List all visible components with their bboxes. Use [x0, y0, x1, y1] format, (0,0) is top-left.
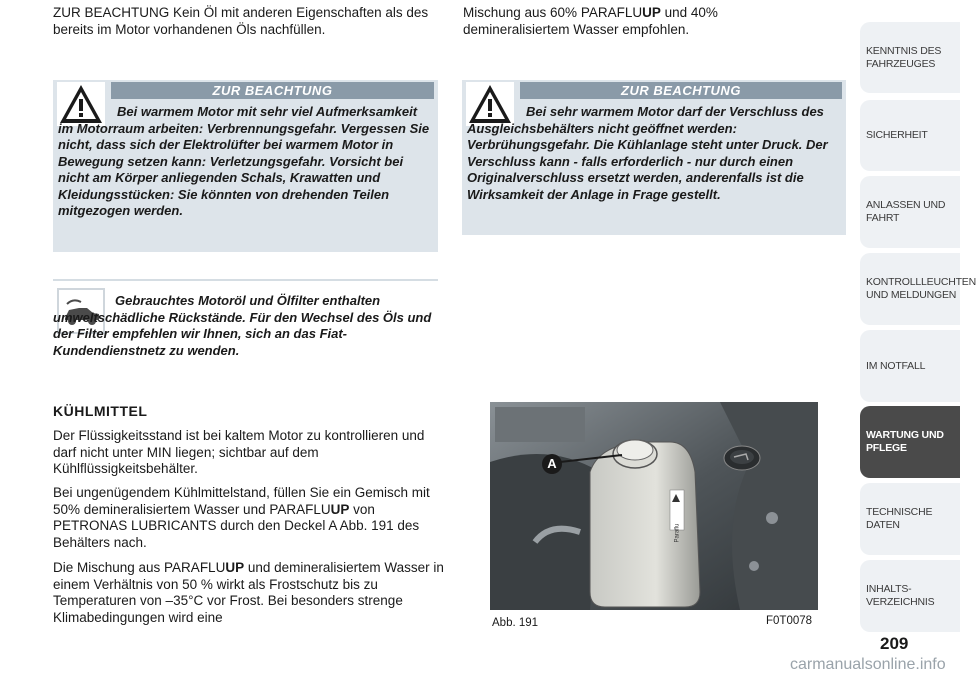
tab-label: INHALTS-VERZEICHNIS — [866, 583, 935, 608]
warning-box-text: Bei warmem Motor mit sehr viel Aufmerksamkeit im Motorraum arbeiten: Verbrennungsgefahr. Vergessen Sie nicht, dass sich der Elektrolüfter bei warmem Motor in Bewegung setzen kann: Verletzungsgefahr. Vorsicht bei nicht am Körper anliegenden Schals, Krawatten und Kleidungsstücken: Sie könnten von drehenden Teilen mitgezogen werden. — [58, 104, 430, 218]
warning-box-text: Bei sehr warmem Motor darf der Verschluss des Ausgleichsbehälters nicht geöffnet werden: Verbrühungsgefahr. Die Kühlanlage steht unter Druck. Der Verschluss kann - falls erforderlich - nur durch einen Originalverschluss ersetzt werden, anderenfalls ist die Wirksamkeit der Anlage in Frage gestellt. — [467, 104, 828, 202]
tab-label: SICHERHEIT — [866, 129, 928, 141]
figure-caption: Abb. 191 — [492, 617, 539, 629]
page-number: 209 — [880, 634, 909, 653]
callout-label: A — [547, 456, 557, 471]
divider — [53, 279, 438, 281]
watermark: carmanualsonline.info — [790, 656, 946, 673]
warning-box-header: ZUR BEACHTUNG — [520, 82, 842, 99]
paragraph-2-bold: UP — [330, 501, 350, 517]
environment-note: Gebrauchtes Motoröl und Ölfilter enthalten umweltschädliche Rückstände. Für den Wechsel des Öls und der Filter empfehlen wir Ihnen, sich an das Fiat-Kundendienstnetz zu wenden. — [53, 293, 432, 358]
section-heading: KÜHLMITTEL — [53, 403, 148, 419]
paragraph-2-text-b: von PETRONAS LUBRICANTS durch den Deckel A Abb. 191 des Behälters nach. — [53, 501, 420, 550]
col2-intro-text-a: Mischung aus 60% PARAFLU — [463, 5, 643, 20]
paragraph-2 — [53, 485, 448, 551]
tab-label: ANLASSEN UND FAHRT — [866, 199, 946, 224]
paragraph-3-text-a: Die Mischung aus PARAFLU — [53, 560, 226, 575]
tab-label: KENNTNIS DES FAHRZEUGES — [866, 44, 942, 70]
tab-im-notfall[interactable] — [860, 330, 960, 402]
tab-label: WARTUNG UND PFLEGE — [866, 429, 944, 454]
figure-code: F0T0078 — [766, 615, 813, 627]
tab-kenntnis[interactable] — [860, 22, 960, 93]
paragraph-2-text-a: Bei ungenügendem Kühlmittelstand, füllen Sie ein Gemisch mit 50% demineralisiertem Wasser und PARAFLU — [53, 485, 430, 517]
tab-label: IM NOTFALL — [866, 359, 926, 372]
paragraph-3-text-b: und demineralisiertem Wasser in einem Verhältnis von 50 % wirkt als Frostschutz bis zu Temperaturen von –35°C vor Frost. Bei besonders strenge Klimabedingungen wird eine — [53, 560, 444, 625]
intro-paragraph: ZUR BEACHTUNG Kein Öl mit anderen Eigenschaften als des bereits im Motor vorhandenen Öls nachfüllen. — [53, 5, 429, 37]
figure-photo — [490, 402, 818, 610]
paragraph-3-bold: UP — [225, 560, 245, 575]
warning-box-header: ZUR BEACHTUNG — [111, 82, 434, 99]
bottle-label: Paraflu — [674, 523, 681, 543]
paragraph-1: Der Flüssigkeitsstand ist bei kaltem Motor zu kontrollieren und darf nicht unter MIN liegen; sichtbar auf dem Kühlflüssigkeitsbehälter. — [53, 428, 425, 476]
tab-anlassen[interactable] — [860, 176, 960, 248]
paragraph-3 — [53, 560, 448, 626]
tab-kontrollleuchten[interactable] — [860, 253, 976, 325]
tab-technische-daten[interactable] — [860, 483, 960, 555]
col2-intro — [463, 5, 823, 38]
tab-wartung[interactable] — [860, 406, 960, 478]
col2-intro-bold: UP — [642, 5, 661, 20]
tab-label: KONTROLLLEUCHTEN UND MELDUNGEN — [866, 276, 976, 301]
tab-inhaltsverzeichnis[interactable] — [860, 560, 960, 632]
warning-box-2 — [462, 80, 846, 235]
warning-box-1 — [53, 80, 438, 252]
tab-sicherheit[interactable] — [860, 100, 960, 171]
tab-label: TECHNISCHE DATEN — [866, 506, 933, 531]
col2-intro-text-b: und 40% demineralisiertem Wasser empfohlen. — [463, 5, 718, 37]
